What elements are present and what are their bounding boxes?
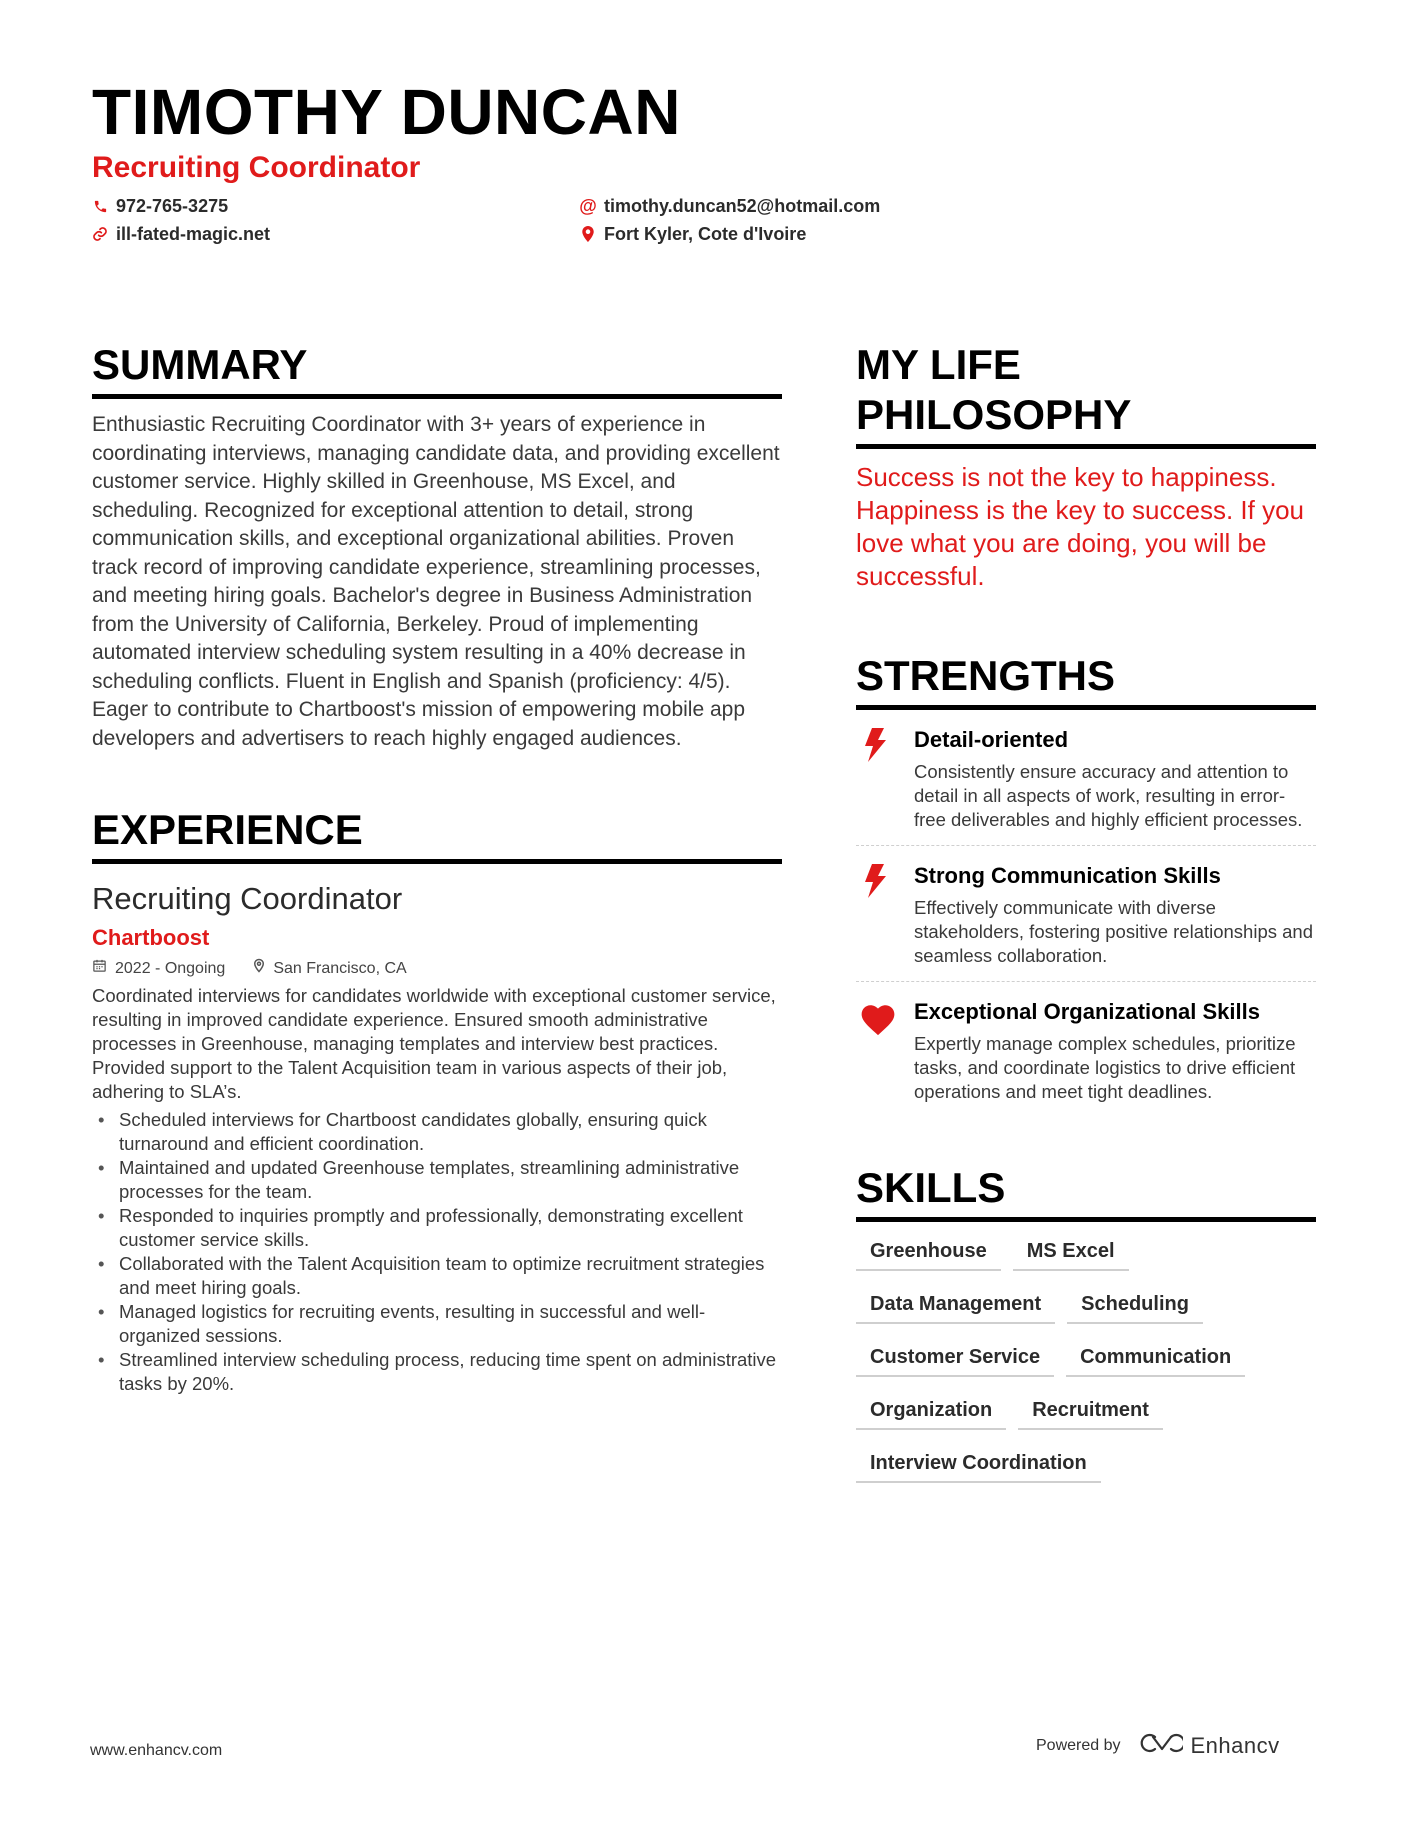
candidate-role: Recruiting Coordinator <box>92 151 421 184</box>
job-dates-text: 2022 - Ongoing <box>115 960 226 977</box>
experience-title: EXPERIENCE <box>92 805 782 864</box>
phone-text: 972-765-3275 <box>116 196 229 216</box>
footer-website[interactable]: www.enhancv.com <box>90 1742 223 1759</box>
philosophy-title-line1: MY LIFE <box>856 341 1021 388</box>
lightning-icon <box>862 728 896 762</box>
heart-icon <box>858 1000 892 1034</box>
candidate-name: TIMOTHY DUNCAN <box>92 76 681 148</box>
email-text: timothy.duncan52@hotmail.com <box>604 196 881 216</box>
philosophy-quote: Success is not the key to happiness. Happiness is the key to success. If you love what you are doing, you will be successful. <box>856 462 1304 591</box>
at-icon: @ <box>579 196 597 216</box>
skills-section <box>856 1163 1316 1483</box>
philosophy-title <box>856 340 1316 449</box>
company-name: Chartboost <box>92 925 210 950</box>
footer-brand[interactable] <box>1036 1732 1280 1760</box>
list-item: • Responded to inquiries promptly and professionally, demonstrating excellent customer service skills. <box>92 1204 782 1252</box>
skill-tag: Scheduling <box>1067 1289 1203 1324</box>
summary-section <box>92 340 782 753</box>
contact-location <box>580 222 806 246</box>
summary-text: Enthusiastic Recruiting Coordinator with 3+ years of experience in coordinating interviews, managing candidate data, and providing excellent customer service. Highly skilled in Greenhouse, MS Excel, and scheduling. Recognized for exceptional attention to detail, strong communication skills, and exceptional organizational abilities. Proven track record of improving candidate experience, streamlining processes, and meeting hiring goals. Bachelor's degree in Business Administration from the University of California, Berkeley. Proud of implementing automated interview scheduling system resulting in a 40% decrease in scheduling conflicts. Fluent in English and Spanish (proficiency: 4/5). Eager to contribute to Chartboost's mission of empowering mobile app developers and advertisers to reach highly engaged audiences. <box>92 413 780 750</box>
experience-section <box>92 805 782 1396</box>
list-item: • Collaborated with the Talent Acquisition team to optimize recruitment strategies and meet hiring goals. <box>92 1252 782 1300</box>
right-column <box>856 340 1316 1483</box>
contact-email[interactable] <box>580 194 880 218</box>
map-pin-icon <box>253 958 265 980</box>
calendar-icon <box>92 958 107 980</box>
list-item: • Maintained and updated Greenhouse templates, streamlining administrative processes for the team. <box>92 1156 782 1204</box>
strength-item <box>856 710 1316 846</box>
skill-tag: Greenhouse <box>856 1236 1001 1271</box>
strength-title: Exceptional Organizational Skills <box>914 999 1260 1024</box>
list-item: • Scheduled interviews for Chartboost candidates globally, ensuring quick turnaround and efficient coordination. <box>92 1108 782 1156</box>
strengths-section <box>856 651 1316 1117</box>
job-bullets <box>92 1108 782 1396</box>
lightning-icon <box>862 864 896 898</box>
philosophy-title-line2: PHILOSOPHY <box>856 391 1132 438</box>
skills-list <box>856 1236 1316 1483</box>
philosophy-section <box>856 340 1316 593</box>
contact-website[interactable] <box>92 222 270 246</box>
link-icon <box>92 226 108 242</box>
skill-tag: MS Excel <box>1013 1236 1129 1271</box>
brand-name: Enhancv <box>1190 1733 1280 1758</box>
enhancv-logo-icon <box>1139 1732 1183 1760</box>
phone-icon <box>92 198 108 214</box>
strength-item <box>856 846 1316 982</box>
strength-desc: Consistently ensure accuracy and attention to detail in all aspects of work, resulting in error-free deliverables and highly efficient processes. <box>914 761 1303 830</box>
skill-tag: Recruitment <box>1018 1395 1163 1430</box>
strength-desc: Effectively communicate with diverse stakeholders, fostering positive relationships and seamless collaboration. <box>914 897 1314 966</box>
left-column <box>92 340 782 1396</box>
strength-item <box>856 982 1316 1117</box>
skill-tag: Communication <box>1066 1342 1245 1377</box>
strengths-title: STRENGTHS <box>856 651 1316 710</box>
summary-title: SUMMARY <box>92 340 782 399</box>
skill-tag: Customer Service <box>856 1342 1054 1377</box>
list-item: • Managed logistics for recruiting events, resulting in successful and well-organized sessions. <box>92 1300 782 1348</box>
job-location <box>253 958 406 980</box>
skill-tag: Interview Coordination <box>856 1448 1101 1483</box>
job-title: Recruiting Coordinator <box>92 881 403 916</box>
job-location-text: San Francisco, CA <box>273 960 407 977</box>
job-dates <box>92 958 225 980</box>
contact-phone[interactable] <box>92 194 228 218</box>
skill-tag: Data Management <box>856 1289 1055 1324</box>
strength-desc: Expertly manage complex schedules, prioritize tasks, and coordinate logistics to drive efficient operations and meet tight deadlines. <box>914 1033 1296 1102</box>
skill-tag: Organization <box>856 1395 1006 1430</box>
list-item: • Streamlined interview scheduling process, reducing time spent on administrative tasks by 20%. <box>92 1348 782 1396</box>
strength-title: Detail-oriented <box>914 727 1069 752</box>
strength-title: Strong Communication Skills <box>914 863 1221 888</box>
skills-title: SKILLS <box>856 1163 1316 1222</box>
location-text: Fort Kyler, Cote d'Ivoire <box>604 224 807 244</box>
job-description: Coordinated interviews for candidates worldwide with exceptional customer service, resulting in improved candidate experience. Ensured smooth administrative processes in Greenhouse, managing templates and interview best practices. Provided support to the Talent Acquisition team in various aspects of their job, adhering to SLA’s. <box>92 985 776 1102</box>
map-pin-icon <box>580 226 596 242</box>
website-text: ill-fated-magic.net <box>116 224 271 244</box>
job-meta <box>92 958 782 980</box>
brand-logo <box>1139 1732 1280 1760</box>
powered-by-text: Powered by <box>1036 1737 1121 1754</box>
